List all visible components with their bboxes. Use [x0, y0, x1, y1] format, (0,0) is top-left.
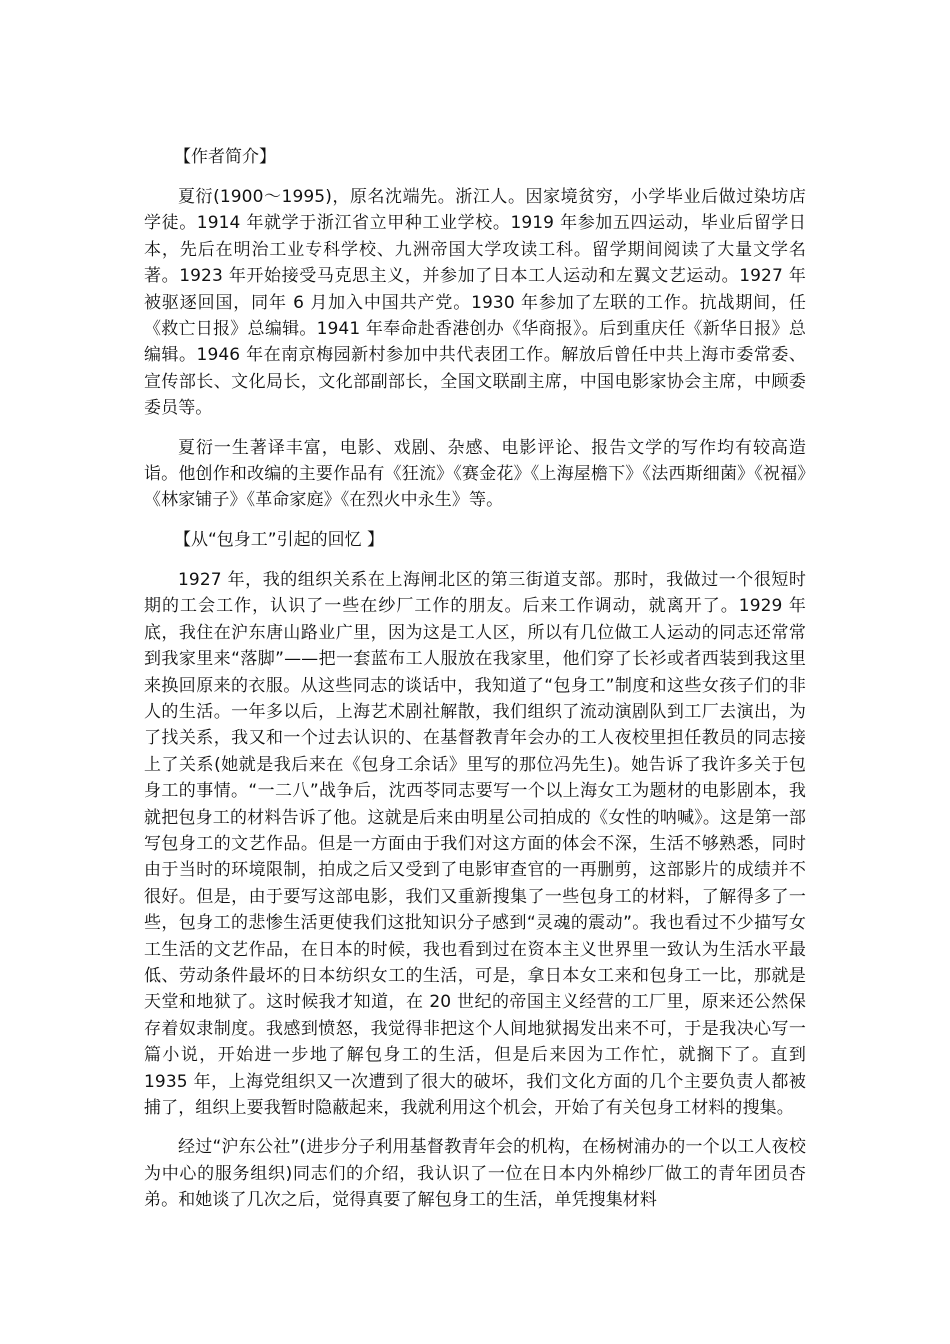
- memoir-paragraph: 经过“沪东公社”(进步分子利用基督教青年会的机构，在杨树浦办的一个以工人夜校为中心的服务组织)同志们的介绍，我认识了一位在日本内外棉纱厂做工的青年团员杏弟。和她谈了几次之后，觉得真要了解包身工的生活，单凭搜集材料: [144, 1137, 806, 1211]
- document-page: [144, 144, 806, 1227]
- heading-memoir: 【从“包身工”引起的回忆 】: [174, 529, 385, 550]
- memoir-paragraph: 1927 年，我的组织关系在上海闸北区的第三街道支部。那时，我做过一个很短时期的工会工作，认识了一些在纱厂工作的朋友。后来工作调动，就离开了。1929 年底，我住在沪东唐山路业广里，因为这是工人区，所以有几位做工人运动的同志还常常到我家里来“落脚”——把一套蓝布工人服放在我家里，他们穿了长衫或者西装到我这里来换回原来的衣服。从这些同志的谈话中，我知道了“包身工”制度和这些女孩子们的非人的生活。一年多以后，上海艺术剧社解散，我们组织了流动演剧队到工厂去演出，为了找关系，我又和一个过去认识的、在基督教青年会办的工人夜校里担任教员的同志接上了关系(她就是我后来在《包身工余话》里写的那位冯先生)。她告诉了我许多关于包身工的事情。“一二八”战争后，沈西苓同志要写一个以上海女工为题材的电影剧本，我就把包身工的材料告诉了他。这就是后来由明星公司拍成的《女性的呐喊》。这是第一部写包身工的文艺作品。但是一方面由于我们对这方面的体会不深，生活不够熟悉，同时由于当时的环境限制，拍成之后又受到了电影审查官的一再删剪，这部影片的成绩并不很好。但是，由于要写这部电影，我们又重新搜集了一些包身工的材料，了解得多了一些，包身工的悲惨生活更使我们这批知识分子感到“灵魂的震动”。我也看过不少描写女工生活的文艺作品，在日本的时候，我也看到过在资本主义世界里一致认为生活水平最低、劳动条件最坏的日本纺织女工的生活，可是，拿日本女工来和包身工一比，那就是天堂和地狱了。这时候我才知道，在 20 世纪的帝国主义经营的工厂里，原来还公然保存着奴隶制度。我感到愤怒，我觉得非把这个人间地狱揭发出来不可，于是我决心写一篇小说，开始进一步地了解包身工的生活，但是后来因为工作忙，就搁下了。直到 1935 年，上海党组织又一次遭到了很大的破坏，我们文化方面的几个主要负责人都被捕了，组织上要我暂时隐蔽起来，我就利用这个机会，开始了有关包身工材料的搜集。: [144, 569, 806, 1118]
- author-works-paragraph: 夏衍一生著译丰富，电影、戏剧、杂感、电影评论、报告文学的写作均有较高造诣。他创作和改编的主要作品有《狂流》《赛金花》《上海屋檐下》《法西斯细菌》《祝福》《林家铺子》《革命家庭》《在烈火中永生》等。: [144, 437, 806, 511]
- author-bio-paragraph: 夏衍(1900～1995)，原名沈端先。浙江人。因家境贫穷，小学毕业后做过染坊店学徒。1914 年就学于浙江省立甲种工业学校。1919 年参加五四运动，毕业后留学日本，先后在明治工业专科学校、九洲帝国大学攻读工科。留学期间阅读了大量文学名著。1923 年开始接受马克思主义，并参加了日本工人运动和左翼文艺运动。1927 年被驱逐回国，同年 6 月加入中国共产党。1930 年参加了左联的工作。抗战期间，任《救亡日报》总编辑。1941 年奉命赴香港创办《华商报》。后到重庆任《新华日报》总编辑。1946 年在南京梅园新村参加中共代表团工作。解放后曾任中共上海市委常委、宣传部长、文化局长，文化部副部长，全国文联副主席，中国电影家协会主席，中顾委委员等。: [144, 187, 806, 419]
- heading-author-intro: 【作者简介】: [174, 147, 276, 167]
